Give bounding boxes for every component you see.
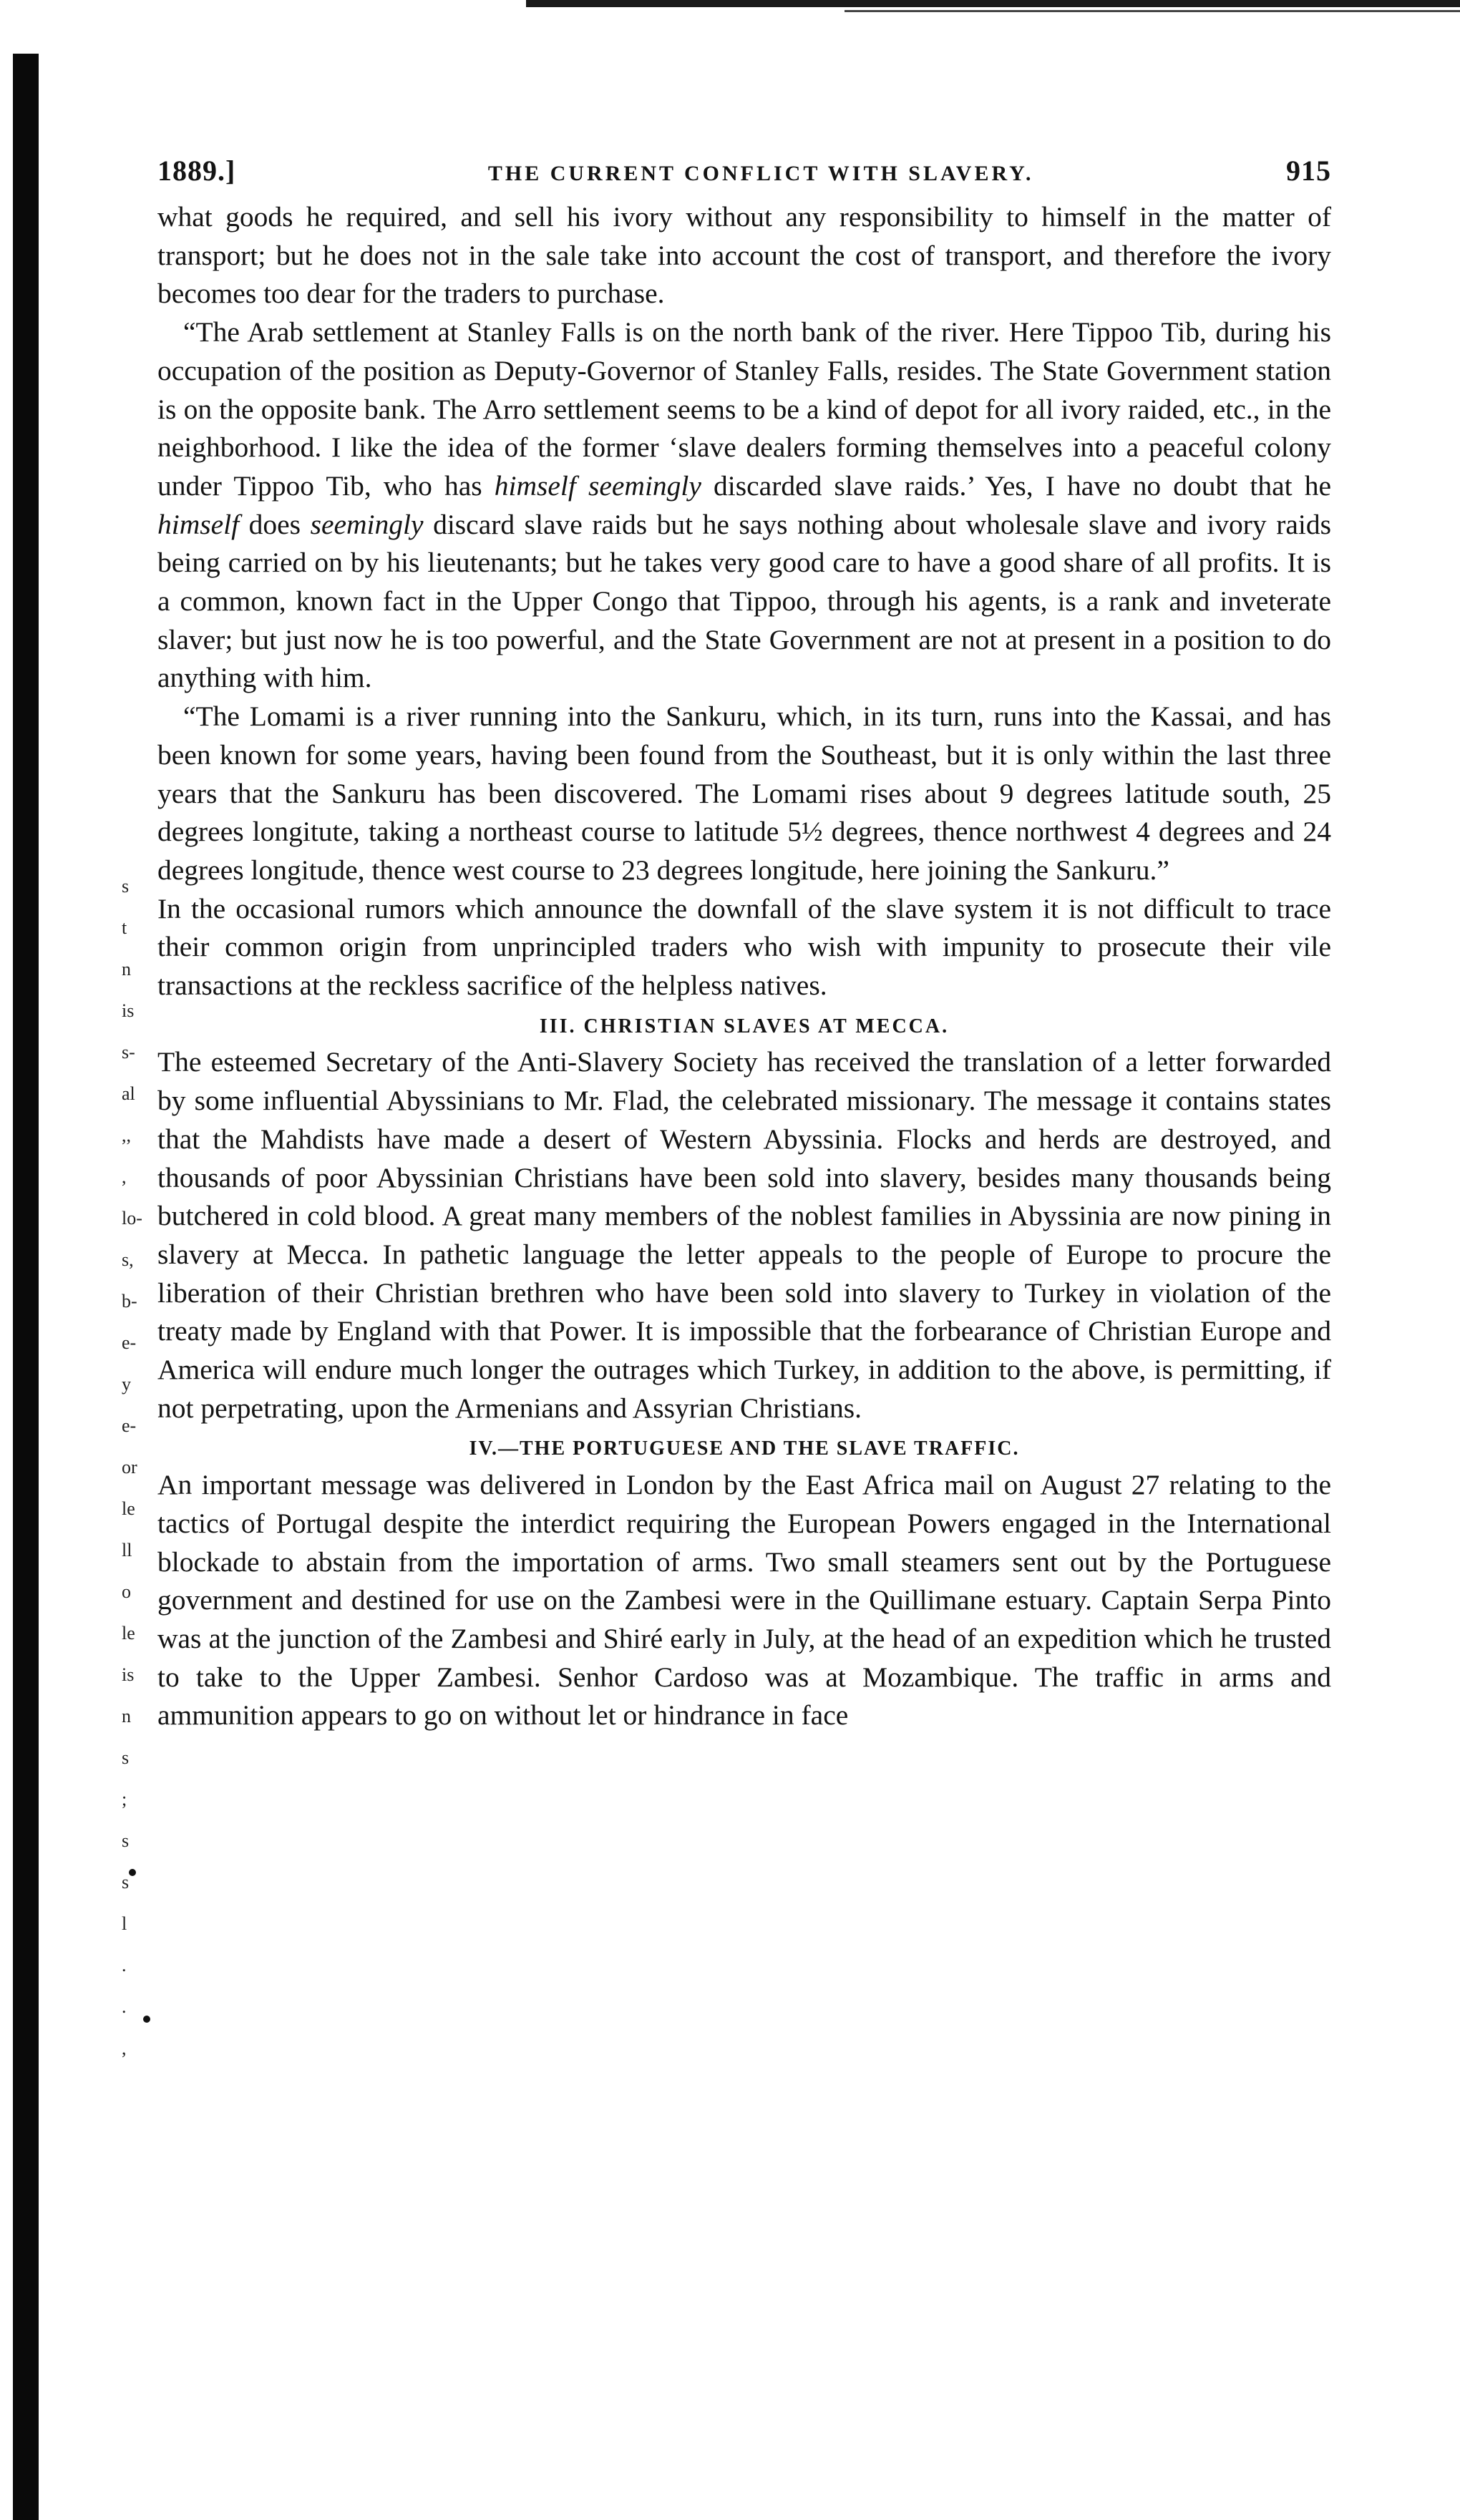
facing-page-line-fragment: o [122, 1581, 131, 1602]
ink-speck [129, 1869, 136, 1876]
facing-page-line-fragment: n [122, 1706, 131, 1727]
paragraph-text: discarded slave raids.’ Yes, I have no doubt that he [701, 469, 1331, 502]
paragraph-rumors: In the occasional rumors which announce the downfall of the slave system it is not difficult to trace their common origin from unprincipled traders who wish with impunity to prosecute their vile transactions at the reckless sacrifice of the helpless natives. [157, 892, 1331, 1002]
facing-page-line-fragment: s, [122, 1249, 134, 1270]
facing-page-line-fragment: s- [122, 1042, 135, 1063]
facing-page-line-fragment: ll [122, 1540, 132, 1561]
running-head [157, 154, 1331, 198]
facing-page-line-fragment: ; [122, 1789, 127, 1810]
facing-page-line-fragment: ,, [122, 1125, 131, 1146]
section-heading-christian-slaves: III. CHRISTIAN SLAVES AT MECCA. [539, 1015, 950, 1037]
facing-page-line-fragment: e- [122, 1332, 137, 1353]
page-number: 915 [1286, 155, 1331, 187]
facing-page-line-fragment: s [122, 876, 130, 897]
facing-page-line-fragment: n [122, 959, 131, 980]
facing-page-line-fragment: s [122, 1872, 130, 1893]
facing-page-line-fragment: s [122, 1830, 130, 1851]
facing-page-line-fragment: or [122, 1457, 137, 1478]
top-border-line [526, 0, 1460, 7]
paragraph-text: “The Arab settlement at Stanley Falls is on the north bank of the river. Here Tippoo Tib, during his occupation of the position as Deputy-Governor of Stanley Falls, resides. The State Government station is on the opposite bank. The Arro settlement seems to be a kind of depot for all ivory raided, etc., in the neighborhood. I like the idea of the former ‘slave dealers forming themselves into a peaceful colony under Tippoo Tib, who has [157, 316, 1331, 502]
facing-page-line-fragment: e- [122, 1415, 137, 1436]
top-border-line-thin [845, 10, 1460, 12]
paragraph-arab-settlement [157, 313, 1331, 698]
scan-gutter-shadow [13, 54, 39, 2520]
facing-page-line-fragment: is [122, 1000, 135, 1021]
facing-page-line-fragment: . [122, 1955, 127, 1976]
facing-page-line-fragment: , [122, 1166, 127, 1187]
facing-page-line-fragment: b- [122, 1291, 137, 1312]
running-head-year: 1889.] [157, 155, 236, 187]
ink-speck [143, 2016, 150, 2023]
italic-emphasis: himself seemingly [494, 469, 701, 502]
facing-page-line-fragment: y [122, 1374, 131, 1395]
facing-page-line-fragment: l [122, 1913, 127, 1934]
paragraph-continued: what goods he required, and sell his ivory without any responsibility to himself in the matter of transport; but he does not in the sale take into account the cost of transport, and therefore the ivory becomes too dear for the traders to purchase. [157, 201, 1331, 310]
paragraph-mecca: The esteemed Secretary of the Anti-Slavery Society has received the translation of a letter forwarded by some influential Abyssinians to Mr. Flad, the celebrated missionary. The message it contains states that the Mahdists have made a desert of Western Abyssinia. Flocks and herds are destroyed, and thousands of poor Abyssinian Christians have been sold into slavery, besides many thousands being butchered in cold blood. A great many members of the noblest families in Abyssinia are now pining in slavery at Mecca. In pathetic language the letter appeals to the people of Europe to procure the liberation of their Christian brethren who have been sold into slavery to Turkey in violation of the treaty made by England with that Power. It is impossible that the forbearance of Christian Europe and America will endure much longer the outrages which Turkey, in addition to the above, is permitting, if not perpetrating, upon the Armenians and Assyrian Christians. [157, 1046, 1331, 1424]
facing-page-line-fragment: , [122, 2038, 127, 2059]
facing-page-line-fragment: le [122, 1623, 135, 1644]
paragraph-portuguese: An important message was delivered in London by the East Africa mail on August 27 relating to the tactics of Portugal despite the interdict requiring the European Powers engaged in the International blockade to abstain from the importation of arms. Two small steamers sent out by the Portuguese government and destined for use on the Zambesi were in the Quillimane estuary. Captain Serpa Pinto was at the junction of the Zambesi and Shiré early in July, at the head of an expedition which he trusted to take to the Upper Zambesi. Senhor Cardoso was at Mozambique. The traffic in arms and ammunition appears to go on without let or hindrance in face [157, 1469, 1331, 1732]
facing-page-line-fragment: le [122, 1498, 135, 1519]
paragraph-lomami: “The Lomami is a river running into the Sankuru, which, in its turn, runs into the Kassai, and has been known for some years, having been found from the Southeast, but it is only within the last three years that the Sankuru has been discovered. The Lomami rises about 9 degrees latitude south, 25 degrees longitute, taking a northeast course to latitude 5½ degrees, thence northwest 4 degrees and 24 degrees longitude, thence west course to 23 degrees longitude, here joining the Sankuru.” [157, 700, 1331, 886]
facing-page-line-fragment: is [122, 1664, 135, 1685]
italic-emphasis: seemingly [310, 508, 424, 540]
book-page [157, 154, 1331, 1735]
facing-page-line-fragment: al [122, 1083, 135, 1104]
section-heading-portuguese: IV.—THE PORTUGUESE AND THE SLAVE TRAFFIC. [469, 1437, 1020, 1460]
facing-page-line-fragment: s [122, 1747, 130, 1768]
facing-page-line-fragment: lo- [122, 1208, 142, 1229]
running-head-title: THE CURRENT CONFLICT WITH SLAVERY. [487, 162, 1034, 185]
paragraph-text: does [239, 508, 311, 540]
article-body [157, 198, 1331, 1735]
paragraph-text: discard slave raids but he says nothing about wholesale slave and ivory raids being carried on by his lieutenants; but he takes very good care to have a good share of all profits. It is a common, known fact in the Upper Congo that Tippoo, through his agents, is a rank and inveterate slaver; but just now he is too powerful, and the State Government are not at present in a position to do anything with him. [157, 508, 1331, 694]
facing-page-line-fragment: t [122, 917, 127, 938]
facing-page-line-fragment: . [122, 1996, 127, 2017]
italic-emphasis: himself [157, 508, 240, 540]
